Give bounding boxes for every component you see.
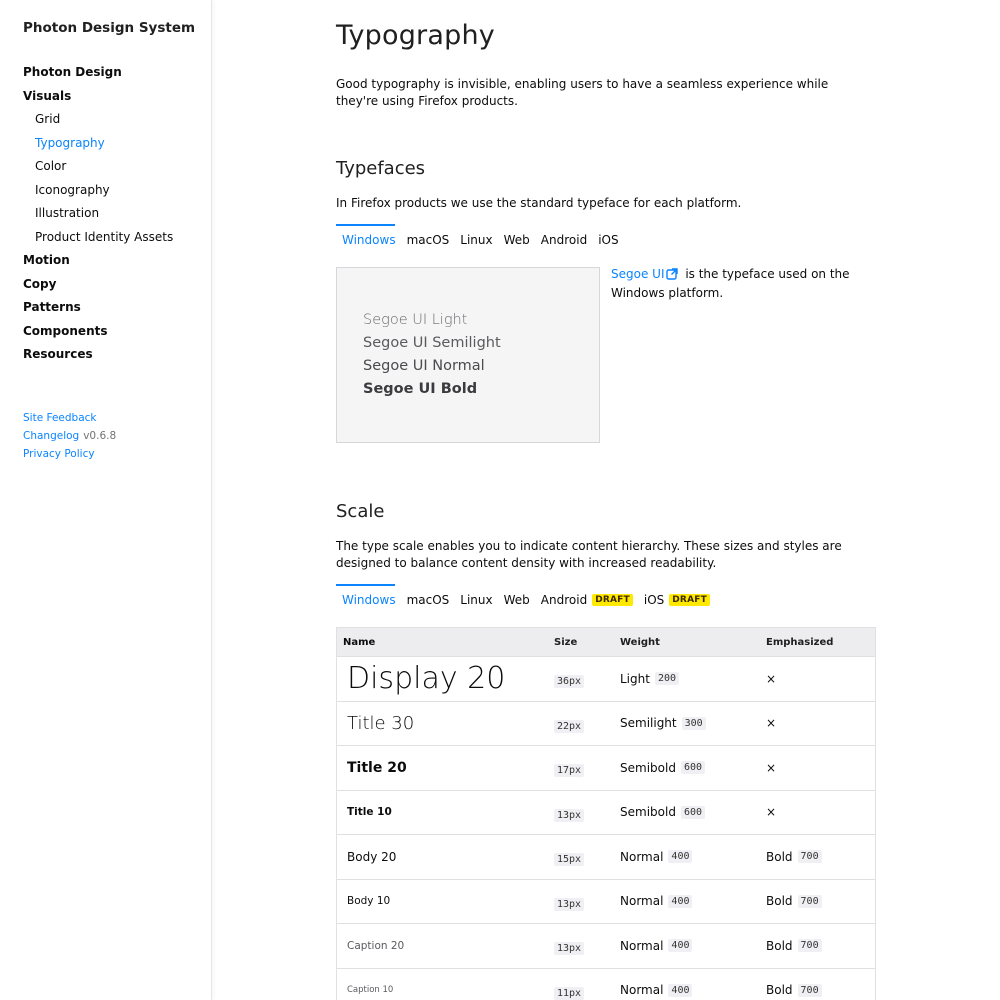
sidebar-item-photon-design[interactable]: Photon Design (23, 65, 122, 79)
typefaces-heading: Typefaces (336, 158, 426, 179)
version-label: v0.6.8 (83, 430, 117, 442)
table-row (337, 834, 875, 879)
typeface-description (611, 266, 881, 302)
scale-tabs (336, 589, 721, 613)
sidebar-footer (23, 410, 116, 464)
table-row (337, 701, 875, 746)
row-weight-num: 600 (681, 761, 705, 774)
row-size: 13px (554, 809, 584, 822)
typefaces-tab-ios[interactable]: iOS (598, 233, 619, 247)
intro-text: Good typography is invisible, enabling users to have a seamless experience while they're using Firefox products. (336, 77, 829, 108)
row-name: Caption 20 (347, 939, 405, 952)
row-size: 13px (554, 942, 584, 955)
table-row (337, 790, 875, 835)
row-weight: Semilight (620, 716, 677, 731)
row-name: Body 10 (347, 895, 391, 908)
external-link-icon[interactable] (666, 268, 678, 285)
typefaces-tab-indicator (336, 224, 395, 226)
row-name: Title 10 (347, 806, 392, 819)
row-emphasized: Bold (766, 894, 793, 909)
typeface-specimen (336, 267, 600, 443)
specimen-light: Segoe UI Light (363, 312, 468, 328)
sidebar-item-components[interactable]: Components (23, 323, 108, 338)
table-row (337, 745, 875, 790)
row-size: 22px (554, 720, 584, 733)
not-emphasized-icon: × (766, 805, 777, 820)
typeface-text: is the typeface used on the Windows platform. (611, 267, 850, 300)
sidebar-item-iconography[interactable]: Iconography (35, 182, 110, 197)
row-emph-num: 700 (798, 895, 822, 908)
scale-heading: Scale (336, 501, 385, 522)
row-name: Display 20 (347, 661, 506, 697)
row-weight: Normal (620, 849, 664, 864)
page-title: Typography (336, 20, 495, 51)
specimen-semilight: Segoe UI Semilight (363, 335, 501, 351)
sidebar-item-patterns[interactable]: Patterns (23, 300, 81, 314)
row-size: 11px (554, 987, 584, 1000)
row-weight-num: 300 (682, 717, 706, 730)
privacy-policy-link[interactable]: Privacy Policy (23, 448, 95, 460)
draft-badge: DRAFT (669, 594, 710, 606)
row-emphasized: Bold (766, 983, 793, 998)
not-emphasized-icon: × (766, 716, 777, 731)
row-weight-num: 400 (668, 895, 692, 908)
scale-tab-web[interactable]: Web (503, 593, 530, 607)
row-weight: Normal (620, 983, 664, 998)
sidebar-item-product-identity-assets[interactable]: Product Identity Assets (35, 229, 174, 244)
not-emphasized-icon: × (766, 760, 777, 775)
scale-tab-android[interactable]: Android DRAFT (541, 593, 633, 609)
typefaces-tab-windows[interactable]: Windows (342, 233, 396, 247)
header-size: Size (554, 636, 578, 648)
row-size: 13px (554, 898, 584, 911)
sidebar-item-color[interactable]: Color (35, 159, 67, 173)
sidebar-item-typography[interactable]: Typography (35, 135, 105, 150)
header-emphasized: Emphasized (766, 636, 834, 648)
row-weight-num: 400 (668, 850, 692, 863)
header-weight: Weight (620, 636, 660, 648)
row-emphasized: Bold (766, 938, 793, 953)
typefaces-description: In Firefox products we use the standard typeface for each platform. (336, 196, 742, 210)
row-weight-num: 600 (681, 806, 705, 819)
row-name: Body 20 (347, 849, 397, 864)
row-emph-num: 700 (798, 850, 822, 863)
site-feedback-link[interactable]: Site Feedback (23, 412, 97, 424)
draft-badge: DRAFT (592, 594, 633, 606)
row-name: Title 20 (347, 759, 407, 776)
sidebar-item-visuals[interactable]: Visuals (23, 88, 72, 103)
table-row (337, 879, 875, 924)
scale-tab-linux[interactable]: Linux (460, 593, 493, 607)
typefaces-tab-web[interactable]: Web (503, 233, 530, 247)
row-emph-num: 700 (798, 984, 822, 997)
specimen-normal: Segoe UI Normal (363, 358, 485, 374)
typefaces-tab-linux[interactable]: Linux (460, 233, 493, 247)
scale-description: The type scale enables you to indicate content hierarchy. These sizes and styles are designed to balance content density with increased readability. (336, 539, 842, 570)
row-weight: Normal (620, 938, 664, 953)
sidebar (0, 0, 212, 1000)
table-row (337, 923, 875, 968)
row-size: 36px (554, 675, 584, 688)
table-header (337, 628, 875, 656)
sidebar-nav (23, 62, 173, 368)
not-emphasized-icon: × (766, 671, 777, 686)
row-size: 15px (554, 853, 584, 866)
type-scale-table (336, 627, 876, 1000)
sidebar-item-copy[interactable]: Copy (23, 276, 57, 291)
sidebar-item-illustration[interactable]: Illustration (35, 206, 100, 220)
row-emph-num: 700 (798, 939, 822, 952)
row-emphasized: Bold (766, 849, 793, 864)
sidebar-item-motion[interactable]: Motion (23, 253, 70, 267)
typefaces-tab-android[interactable]: Android (540, 233, 588, 247)
row-weight: Normal (620, 894, 664, 909)
changelog-link[interactable]: Changelog (23, 430, 80, 442)
scale-tab-indicator (336, 584, 395, 586)
row-name: Caption 10 (347, 985, 394, 996)
row-weight: Light (620, 671, 650, 686)
scale-tab-windows[interactable]: Windows (342, 593, 396, 607)
site-title[interactable]: Photon Design System (23, 20, 196, 36)
specimen-bold: Segoe UI Bold (363, 381, 478, 397)
sidebar-item-grid[interactable]: Grid (35, 112, 61, 126)
typefaces-tabs (336, 229, 630, 253)
row-weight: Semibold (620, 805, 676, 820)
table-row (337, 968, 875, 1000)
sidebar-item-resources[interactable]: Resources (23, 347, 93, 361)
row-size: 17px (554, 764, 584, 777)
row-weight-num: 400 (668, 939, 692, 952)
header-name: Name (343, 636, 376, 648)
table-row (337, 656, 875, 701)
row-weight: Semibold (620, 760, 676, 775)
row-name: Title 30 (347, 712, 415, 734)
scale-tab-macos[interactable]: macOS (406, 593, 450, 607)
scale-tab-ios[interactable]: iOS DRAFT (644, 593, 710, 609)
row-weight-num: 400 (668, 984, 692, 997)
row-weight-num: 200 (655, 672, 679, 685)
typefaces-tab-macos[interactable]: macOS (406, 233, 450, 247)
segoe-ui-link[interactable]: Segoe UI (611, 267, 665, 281)
